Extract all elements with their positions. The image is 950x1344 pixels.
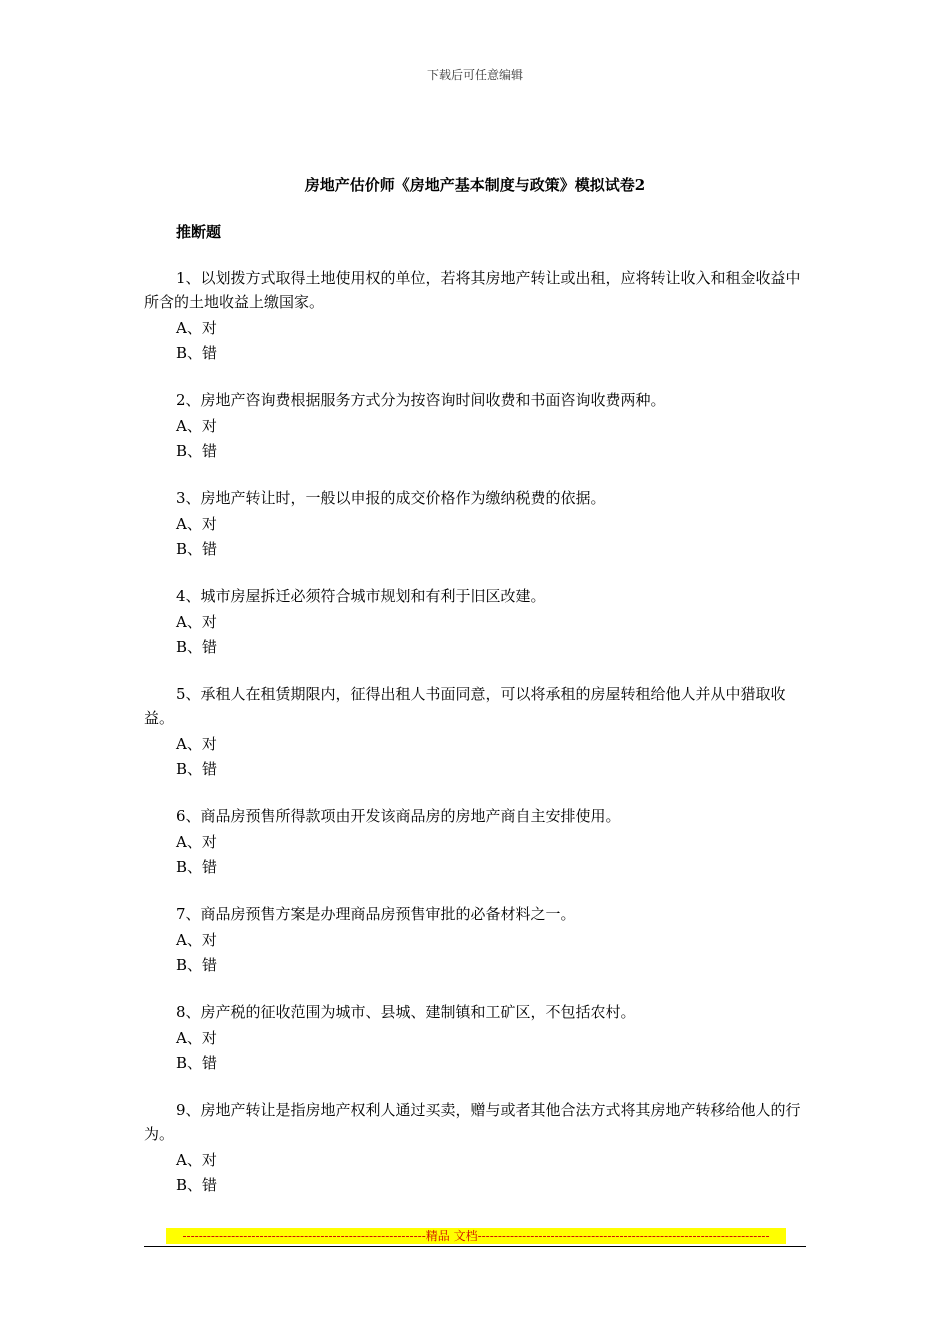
option-b: B、错	[176, 638, 218, 656]
question-9	[144, 1098, 808, 1198]
option-a: A、对	[176, 833, 217, 851]
option-b: B、错	[176, 956, 218, 974]
option-a: A、对	[176, 931, 217, 949]
question-list	[144, 266, 808, 1220]
page-header: 下载后可任意编辑	[426, 68, 523, 82]
option-a: A、对	[176, 613, 217, 631]
section-title: 推断题	[176, 223, 222, 241]
footer-banner: ------------------------------------------------------------精品 文档------------------------------------------------------------------------	[166, 1228, 786, 1244]
question-7	[144, 902, 808, 978]
option-b: B、错	[176, 760, 218, 778]
option-a: A、对	[176, 417, 217, 435]
option-a: A、对	[176, 1029, 217, 1047]
option-b: B、错	[176, 344, 218, 362]
option-b: B、错	[176, 1054, 218, 1072]
question-text: 2、房地产咨询费根据服务方式分为按咨询时间收费和书面咨询收费两种。	[176, 391, 666, 409]
option-b: B、错	[176, 1176, 218, 1194]
question-1	[144, 266, 808, 366]
option-a: A、对	[176, 735, 217, 753]
question-text: 8、房产税的征收范围为城市、县城、建制镇和工矿区，不包括农村。	[176, 1003, 636, 1021]
question-2	[144, 388, 808, 464]
option-a: A、对	[176, 1151, 217, 1169]
question-text: 1、以划拨方式取得土地使用权的单位，若将其房地产转让或出租，应将转让收入和租金收益中所含的土地收益上缴国家。	[144, 269, 801, 311]
question-8	[144, 1000, 808, 1076]
option-b: B、错	[176, 858, 218, 876]
option-b: B、错	[176, 540, 218, 558]
question-text: 6、商品房预售所得款项由开发该商品房的房地产商自主安排使用。	[176, 807, 621, 825]
question-text: 7、商品房预售方案是办理商品房预售审批的必备材料之一。	[176, 905, 576, 923]
question-text: 5、承租人在租赁期限内，征得出租人书面同意，可以将承租的房屋转租给他人并从中猎取收益。	[144, 685, 786, 727]
question-text: 9、房地产转让是指房地产权利人通过买卖，赠与或者其他合法方式将其房地产转移给他人的行为。	[144, 1101, 801, 1143]
document-title: 房地产估价师《房地产基本制度与政策》模拟试卷2	[304, 176, 646, 194]
footer-divider	[144, 1246, 806, 1247]
question-5	[144, 682, 808, 782]
question-text: 4、城市房屋拆迁必须符合城市规划和有利于旧区改建。	[176, 587, 546, 605]
question-4	[144, 584, 808, 660]
question-6	[144, 804, 808, 880]
option-a: A、对	[176, 319, 217, 337]
question-text: 3、房地产转让时，一般以申报的成交价格作为缴纳税费的依据。	[176, 489, 606, 507]
option-b: B、错	[176, 442, 218, 460]
option-a: A、对	[176, 515, 217, 533]
question-3	[144, 486, 808, 562]
